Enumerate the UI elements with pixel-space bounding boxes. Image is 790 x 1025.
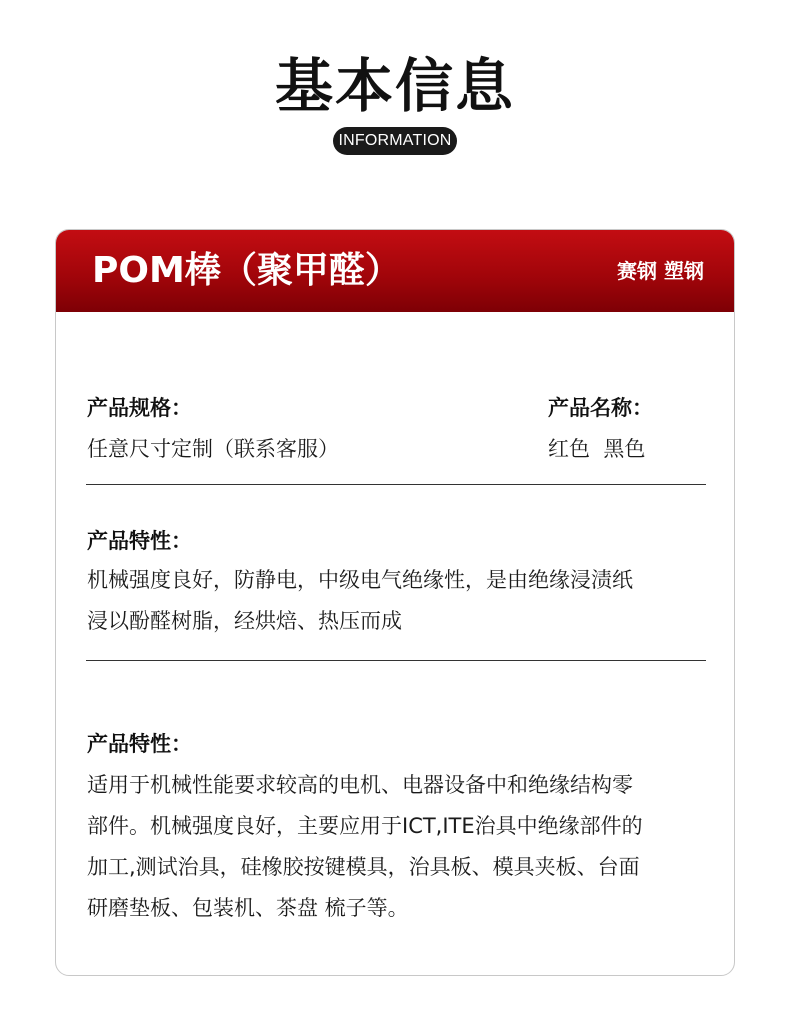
applications-label: 产品特性： — [87, 732, 192, 756]
properties-line: 机械强度良好，防静电，中级电气绝缘性，是由绝缘浸渍纸 — [87, 568, 633, 592]
applications-line: 加工,测试治具，硅橡胶按键模具，治具板、模具夹板、台面 — [87, 855, 640, 879]
properties-text — [87, 560, 633, 642]
name-label: 产品名称： — [548, 396, 653, 420]
applications-line: 研磨垫板、包装机、茶盘 梳子等。 — [87, 896, 409, 920]
product-title: POM棒（聚甲醛） — [92, 250, 401, 291]
applications-text — [87, 765, 643, 929]
section-divider — [86, 660, 706, 661]
applications-line: 适用于机械性能要求较高的电机、电器设备中和绝缘结构零 — [87, 773, 633, 797]
applications-line: 部件。机械强度良好，主要应用于ICT,ITE治具中绝缘部件的 — [87, 814, 643, 838]
information-badge: INFORMATION — [333, 127, 457, 155]
product-tags: 赛钢 塑钢 — [617, 259, 704, 283]
properties-line: 浸以酚醛树脂，经烘焙、热压而成 — [87, 609, 402, 633]
properties-label: 产品特性： — [87, 529, 192, 553]
product-info-card — [55, 229, 735, 976]
card-header — [56, 230, 734, 312]
spec-value: 任意尺寸定制（联系客服） — [87, 437, 339, 461]
spec-label: 产品规格： — [87, 396, 192, 420]
page-title: 基本信息 — [274, 52, 515, 120]
section-divider — [86, 484, 706, 485]
name-value: 红色 黑色 — [548, 437, 646, 461]
